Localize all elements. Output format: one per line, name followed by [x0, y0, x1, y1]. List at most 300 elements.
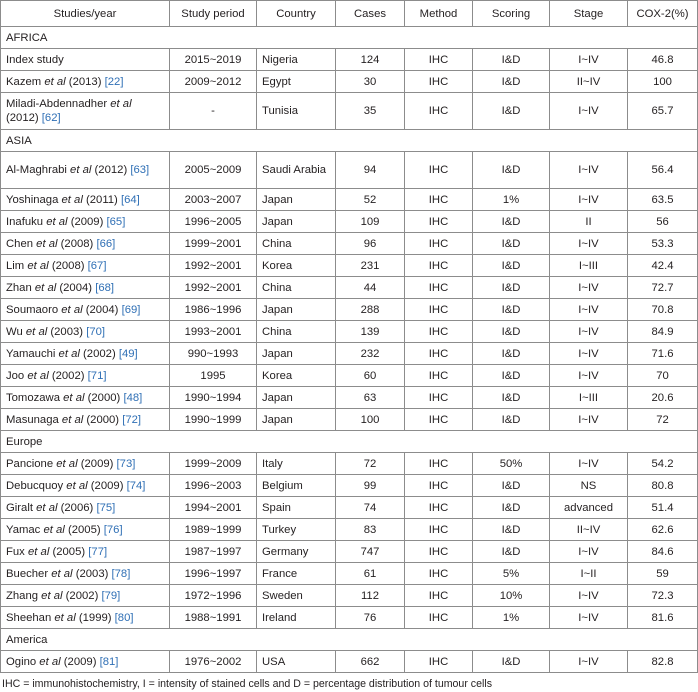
- country-cell: Sweden: [257, 585, 336, 607]
- study-et-al: et al: [39, 655, 61, 668]
- cox2-cell: 70: [628, 365, 698, 387]
- section-label: America: [1, 629, 698, 651]
- table-row: [1, 189, 698, 211]
- study-et-al: et al: [43, 523, 65, 536]
- study-year: (2004): [82, 303, 122, 316]
- country-cell: Nigeria: [257, 49, 336, 71]
- study-author: Giralt: [6, 501, 37, 514]
- study-reference-link[interactable]: [81]: [99, 655, 119, 668]
- study-author: Yoshinaga: [6, 193, 62, 206]
- scoring-cell: I&D: [473, 233, 550, 255]
- scoring-cell: I&D: [473, 299, 550, 321]
- study-reference-link[interactable]: [72]: [122, 413, 142, 426]
- table-row: [1, 321, 698, 343]
- cases-cell: 109: [336, 211, 405, 233]
- method-cell: IHC: [405, 343, 473, 365]
- cox2-cell: 62.6: [628, 519, 698, 541]
- study-year: (2005): [64, 523, 104, 536]
- cox2-cell: 59: [628, 563, 698, 585]
- cases-cell: 74: [336, 497, 405, 519]
- study-year: (2000): [84, 391, 124, 404]
- stage-cell: II~IV: [550, 71, 628, 93]
- scoring-cell: I&D: [473, 497, 550, 519]
- method-cell: IHC: [405, 409, 473, 431]
- cox2-cell: 56: [628, 211, 698, 233]
- table-footnote: IHC = immunohistochemistry, I = intensity of stained cells and D = percentage distribution of tumour cells: [2, 678, 492, 690]
- section-label: Europe: [1, 431, 698, 453]
- stage-cell: II: [550, 211, 628, 233]
- stage-cell: I~IV: [550, 49, 628, 71]
- stage-cell: NS: [550, 475, 628, 497]
- scoring-cell: I&D: [473, 211, 550, 233]
- study-period-cell: 1987~1997: [170, 541, 257, 563]
- method-cell: IHC: [405, 152, 473, 189]
- study-period-cell: 1992~2001: [170, 277, 257, 299]
- cox2-cell: 53.3: [628, 233, 698, 255]
- scoring-cell: I&D: [473, 387, 550, 409]
- stage-cell: I~IV: [550, 651, 628, 673]
- study-et-al: et al: [34, 281, 57, 294]
- cases-cell: 94: [336, 152, 405, 189]
- country-cell: France: [257, 563, 336, 585]
- study-cell: [1, 233, 170, 255]
- table-row: [1, 541, 698, 563]
- study-cell: [1, 255, 170, 277]
- study-year: (2003): [72, 567, 112, 580]
- study-author: Yamauchi: [6, 347, 59, 360]
- study-et-al: et al: [27, 259, 49, 272]
- method-cell: IHC: [405, 49, 473, 71]
- method-cell: IHC: [405, 189, 473, 211]
- method-cell: IHC: [405, 541, 473, 563]
- study-author: Zhang: [6, 589, 42, 602]
- method-cell: IHC: [405, 321, 473, 343]
- country-cell: Japan: [257, 409, 336, 431]
- stage-cell: I~III: [550, 387, 628, 409]
- stage-cell: I~III: [550, 255, 628, 277]
- country-cell: Ireland: [257, 607, 336, 629]
- study-author: Inafuku: [6, 215, 47, 228]
- scoring-cell: 1%: [473, 189, 550, 211]
- study-author: Kazem: [6, 75, 45, 88]
- country-cell: China: [257, 277, 336, 299]
- study-reference-link[interactable]: [77]: [88, 545, 108, 558]
- study-reference-link[interactable]: [66]: [96, 237, 116, 250]
- stage-cell: I~IV: [550, 409, 628, 431]
- study-reference-link[interactable]: [71]: [87, 369, 107, 382]
- study-reference-link[interactable]: [74]: [126, 479, 146, 492]
- cox2-cell: 51.4: [628, 497, 698, 519]
- study-author: Tomozawa: [6, 391, 64, 404]
- table-row: [1, 563, 698, 585]
- cox2-cell: 80.8: [628, 475, 698, 497]
- study-reference-link[interactable]: [63]: [130, 164, 150, 176]
- stage-cell: I~IV: [550, 299, 628, 321]
- study-author: Buecher: [6, 567, 52, 580]
- country-cell: Egypt: [257, 71, 336, 93]
- study-period-cell: 990~1993: [170, 343, 257, 365]
- study-cell: [1, 651, 170, 673]
- cox2-cell: 81.6: [628, 607, 698, 629]
- cases-cell: 139: [336, 321, 405, 343]
- study-year: (2006): [57, 501, 97, 514]
- study-author: Zhan: [6, 281, 35, 294]
- table-row: [1, 71, 698, 93]
- country-cell: Japan: [257, 299, 336, 321]
- study-author: Sheehan: [6, 611, 55, 624]
- study-reference-link[interactable]: [48]: [123, 391, 143, 404]
- section-row: [1, 431, 698, 453]
- cases-cell: 232: [336, 343, 405, 365]
- study-year: (2002): [62, 589, 102, 602]
- study-et-al: et al: [63, 391, 85, 404]
- table-row: [1, 409, 698, 431]
- cases-cell: 747: [336, 541, 405, 563]
- table-row: [1, 343, 698, 365]
- cox2-cell: 70.8: [628, 299, 698, 321]
- country-cell: Korea: [257, 365, 336, 387]
- study-cell: [1, 541, 170, 563]
- study-year: (2004): [56, 281, 96, 294]
- study-period-cell: -: [170, 93, 257, 130]
- study-et-al: et al: [58, 347, 80, 360]
- study-cell: [1, 299, 170, 321]
- study-et-al: et al: [27, 369, 49, 382]
- table-row: [1, 299, 698, 321]
- table-row: [1, 387, 698, 409]
- study-cell: [1, 563, 170, 585]
- stage-cell: advanced: [550, 497, 628, 519]
- stage-cell: I~IV: [550, 541, 628, 563]
- table-row: [1, 453, 698, 475]
- table-row: [1, 152, 698, 189]
- study-year: (2012): [6, 112, 42, 124]
- study-et-al: et al: [61, 413, 84, 426]
- study-year: (2009): [60, 655, 100, 668]
- study-year: (2012): [91, 164, 131, 176]
- table-row: [1, 475, 698, 497]
- study-period-cell: 1992~2001: [170, 255, 257, 277]
- study-year: (2011): [82, 193, 121, 206]
- method-cell: IHC: [405, 71, 473, 93]
- study-cell: [1, 475, 170, 497]
- study-cell: [1, 585, 170, 607]
- study-et-al: et al: [41, 589, 63, 602]
- study-et-al: et al: [54, 611, 76, 624]
- cases-cell: 35: [336, 93, 405, 130]
- scoring-cell: 10%: [473, 585, 550, 607]
- study-period-cell: 1995: [170, 365, 257, 387]
- study-period-cell: 1988~1991: [170, 607, 257, 629]
- section-label: ASIA: [1, 130, 698, 152]
- cases-cell: 61: [336, 563, 405, 585]
- cases-cell: 112: [336, 585, 405, 607]
- study-reference-link[interactable]: [76]: [103, 523, 123, 536]
- table-row: [1, 497, 698, 519]
- cases-cell: 76: [336, 607, 405, 629]
- scoring-cell: I&D: [473, 475, 550, 497]
- scoring-cell: I&D: [473, 409, 550, 431]
- study-period-cell: 2005~2009: [170, 152, 257, 189]
- cox2-cell: 72.7: [628, 277, 698, 299]
- cox2-cell: 42.4: [628, 255, 698, 277]
- study-author: Fux: [6, 545, 28, 558]
- country-cell: Japan: [257, 189, 336, 211]
- study-cell: [1, 365, 170, 387]
- study-cell: [1, 71, 170, 93]
- study-author: Index study: [6, 53, 64, 66]
- cox2-cell: 82.8: [628, 651, 698, 673]
- scoring-cell: I&D: [473, 343, 550, 365]
- study-et-al: et al: [25, 325, 48, 338]
- country-cell: Turkey: [257, 519, 336, 541]
- study-et-al: et al: [27, 545, 50, 558]
- study-cell: [1, 93, 170, 130]
- study-year: (2009): [67, 215, 107, 228]
- country-cell: Belgium: [257, 475, 336, 497]
- study-et-al: et al: [61, 193, 83, 206]
- study-reference-link[interactable]: [70]: [86, 325, 106, 338]
- study-year: (2002): [48, 369, 88, 382]
- country-cell: Germany: [257, 541, 336, 563]
- study-reference-link[interactable]: [75]: [96, 501, 116, 514]
- study-reference-link[interactable]: [73]: [116, 457, 136, 470]
- country-cell: Saudi Arabia: [257, 152, 336, 189]
- method-cell: IHC: [405, 365, 473, 387]
- method-cell: IHC: [405, 497, 473, 519]
- method-cell: IHC: [405, 453, 473, 475]
- cases-cell: 288: [336, 299, 405, 321]
- study-reference-link[interactable]: [67]: [87, 259, 107, 272]
- stage-cell: I~IV: [550, 277, 628, 299]
- study-cell: [1, 497, 170, 519]
- study-author: Pancione: [6, 457, 57, 470]
- cox2-cell: 71.6: [628, 343, 698, 365]
- study-et-al: et al: [46, 215, 68, 228]
- stage-cell: I~IV: [550, 585, 628, 607]
- header-studies-year: Studies/year: [1, 1, 170, 27]
- method-cell: IHC: [405, 475, 473, 497]
- study-reference-link[interactable]: [22]: [104, 75, 124, 88]
- study-period-cell: 2009~2012: [170, 71, 257, 93]
- study-period-cell: 1996~1997: [170, 563, 257, 585]
- study-et-al: et al: [36, 237, 58, 250]
- cases-cell: 99: [336, 475, 405, 497]
- cox2-cell: 84.9: [628, 321, 698, 343]
- header-scoring: Scoring: [473, 1, 550, 27]
- study-year: (2008): [48, 259, 88, 272]
- study-et-al: et al: [51, 567, 73, 580]
- stage-cell: I~II: [550, 563, 628, 585]
- cox2-cell: 54.2: [628, 453, 698, 475]
- study-cell: [1, 519, 170, 541]
- study-author: Masunaga: [6, 413, 62, 426]
- country-cell: China: [257, 321, 336, 343]
- study-et-al: et al: [61, 303, 83, 316]
- study-reference-link[interactable]: [78]: [111, 567, 131, 580]
- cox2-cell: 72.3: [628, 585, 698, 607]
- table-row: [1, 651, 698, 673]
- table-row: [1, 233, 698, 255]
- study-reference-link[interactable]: [65]: [106, 215, 126, 228]
- cases-cell: 60: [336, 365, 405, 387]
- country-cell: China: [257, 233, 336, 255]
- study-et-al: et al: [44, 75, 66, 88]
- study-period-cell: 1989~1999: [170, 519, 257, 541]
- scoring-cell: I&D: [473, 519, 550, 541]
- header-cox2: COX-2(%): [628, 1, 698, 27]
- scoring-cell: 5%: [473, 563, 550, 585]
- study-year: (2000): [83, 413, 123, 426]
- stage-cell: II~IV: [550, 519, 628, 541]
- table-row: [1, 49, 698, 71]
- study-cell: [1, 189, 170, 211]
- method-cell: IHC: [405, 607, 473, 629]
- study-reference-link[interactable]: [49]: [118, 347, 138, 360]
- study-period-cell: 1999~2009: [170, 453, 257, 475]
- scoring-cell: I&D: [473, 49, 550, 71]
- method-cell: IHC: [405, 387, 473, 409]
- method-cell: IHC: [405, 519, 473, 541]
- study-et-al: et al: [66, 479, 88, 492]
- scoring-cell: I&D: [473, 651, 550, 673]
- country-cell: Italy: [257, 453, 336, 475]
- study-year: (2009): [77, 457, 117, 470]
- cox2-cell: 46.8: [628, 49, 698, 71]
- method-cell: IHC: [405, 277, 473, 299]
- study-period-cell: 1996~2003: [170, 475, 257, 497]
- stage-cell: I~IV: [550, 189, 628, 211]
- cases-cell: 44: [336, 277, 405, 299]
- study-author: Miladi-Abdennadher: [6, 98, 111, 110]
- study-period-cell: 1999~2001: [170, 233, 257, 255]
- table-row: [1, 365, 698, 387]
- study-reference-link[interactable]: [79]: [101, 589, 121, 602]
- stage-cell: I~IV: [550, 233, 628, 255]
- study-year: (2002): [79, 347, 119, 360]
- study-cell: [1, 453, 170, 475]
- study-cell: [1, 277, 170, 299]
- method-cell: IHC: [405, 299, 473, 321]
- study-cell: [1, 152, 170, 189]
- section-row: [1, 130, 698, 152]
- section-row: [1, 629, 698, 651]
- table-row: [1, 607, 698, 629]
- scoring-cell: I&D: [473, 277, 550, 299]
- study-reference-link[interactable]: [62]: [41, 112, 61, 124]
- cases-cell: 231: [336, 255, 405, 277]
- study-year: (2005): [49, 545, 89, 558]
- study-period-cell: 1972~1996: [170, 585, 257, 607]
- study-author: Yamac: [6, 523, 44, 536]
- study-et-al: et al: [36, 501, 58, 514]
- country-cell: Japan: [257, 211, 336, 233]
- stage-cell: I~IV: [550, 343, 628, 365]
- scoring-cell: 1%: [473, 607, 550, 629]
- country-cell: Japan: [257, 387, 336, 409]
- header-country: Country: [257, 1, 336, 27]
- cases-cell: 100: [336, 409, 405, 431]
- study-author: Soumaoro: [6, 303, 62, 316]
- section-row: [1, 27, 698, 49]
- scoring-cell: I&D: [473, 152, 550, 189]
- study-reference-link[interactable]: [64]: [120, 193, 140, 206]
- cox2-cell: 20.6: [628, 387, 698, 409]
- cases-cell: 83: [336, 519, 405, 541]
- study-author: Lim: [6, 259, 28, 272]
- method-cell: IHC: [405, 585, 473, 607]
- country-cell: Japan: [257, 343, 336, 365]
- study-period-cell: 1996~2005: [170, 211, 257, 233]
- scoring-cell: I&D: [473, 255, 550, 277]
- study-year: (2009): [87, 479, 127, 492]
- study-period-cell: 2003~2007: [170, 189, 257, 211]
- table-row: [1, 211, 698, 233]
- study-et-al: et al: [110, 98, 132, 110]
- study-author: Chen: [6, 237, 37, 250]
- cox2-cell: 56.4: [628, 152, 698, 189]
- method-cell: IHC: [405, 211, 473, 233]
- study-cell: [1, 49, 170, 71]
- cases-cell: 30: [336, 71, 405, 93]
- country-cell: Tunisia: [257, 93, 336, 130]
- study-period-cell: 1990~1999: [170, 409, 257, 431]
- scoring-cell: I&D: [473, 365, 550, 387]
- stage-cell: I~IV: [550, 365, 628, 387]
- country-cell: USA: [257, 651, 336, 673]
- cases-cell: 124: [336, 49, 405, 71]
- study-cell: [1, 387, 170, 409]
- study-author: Wu: [6, 325, 26, 338]
- study-reference-link[interactable]: [68]: [95, 281, 115, 294]
- stage-cell: I~IV: [550, 93, 628, 130]
- table-row: [1, 255, 698, 277]
- study-year: (2008): [57, 237, 97, 250]
- cox2-cell: 100: [628, 71, 698, 93]
- study-period-cell: 1986~1996: [170, 299, 257, 321]
- cox2-cell: 72: [628, 409, 698, 431]
- study-reference-link[interactable]: [69]: [121, 303, 141, 316]
- scoring-cell: I&D: [473, 541, 550, 563]
- study-et-al: et al: [70, 164, 92, 176]
- study-period-cell: 1993~2001: [170, 321, 257, 343]
- method-cell: IHC: [405, 563, 473, 585]
- study-cell: [1, 409, 170, 431]
- method-cell: IHC: [405, 93, 473, 130]
- study-et-al: et al: [56, 457, 78, 470]
- country-cell: Spain: [257, 497, 336, 519]
- stage-cell: I~IV: [550, 152, 628, 189]
- table-row: [1, 519, 698, 541]
- header-method: Method: [405, 1, 473, 27]
- study-cell: [1, 321, 170, 343]
- study-author: Al-Maghrabi: [6, 164, 71, 176]
- study-author: Ogino: [6, 655, 40, 668]
- table-row: [1, 277, 698, 299]
- cases-cell: 52: [336, 189, 405, 211]
- stage-cell: I~IV: [550, 321, 628, 343]
- study-period-cell: 2015~2019: [170, 49, 257, 71]
- study-year: (2013): [65, 75, 105, 88]
- country-cell: Korea: [257, 255, 336, 277]
- header-stage: Stage: [550, 1, 628, 27]
- header-study-period: Study period: [170, 1, 257, 27]
- study-reference-link[interactable]: [80]: [114, 611, 134, 624]
- study-cell: [1, 343, 170, 365]
- stage-cell: I~IV: [550, 607, 628, 629]
- header-cases: Cases: [336, 1, 405, 27]
- study-year: (1999): [75, 611, 115, 624]
